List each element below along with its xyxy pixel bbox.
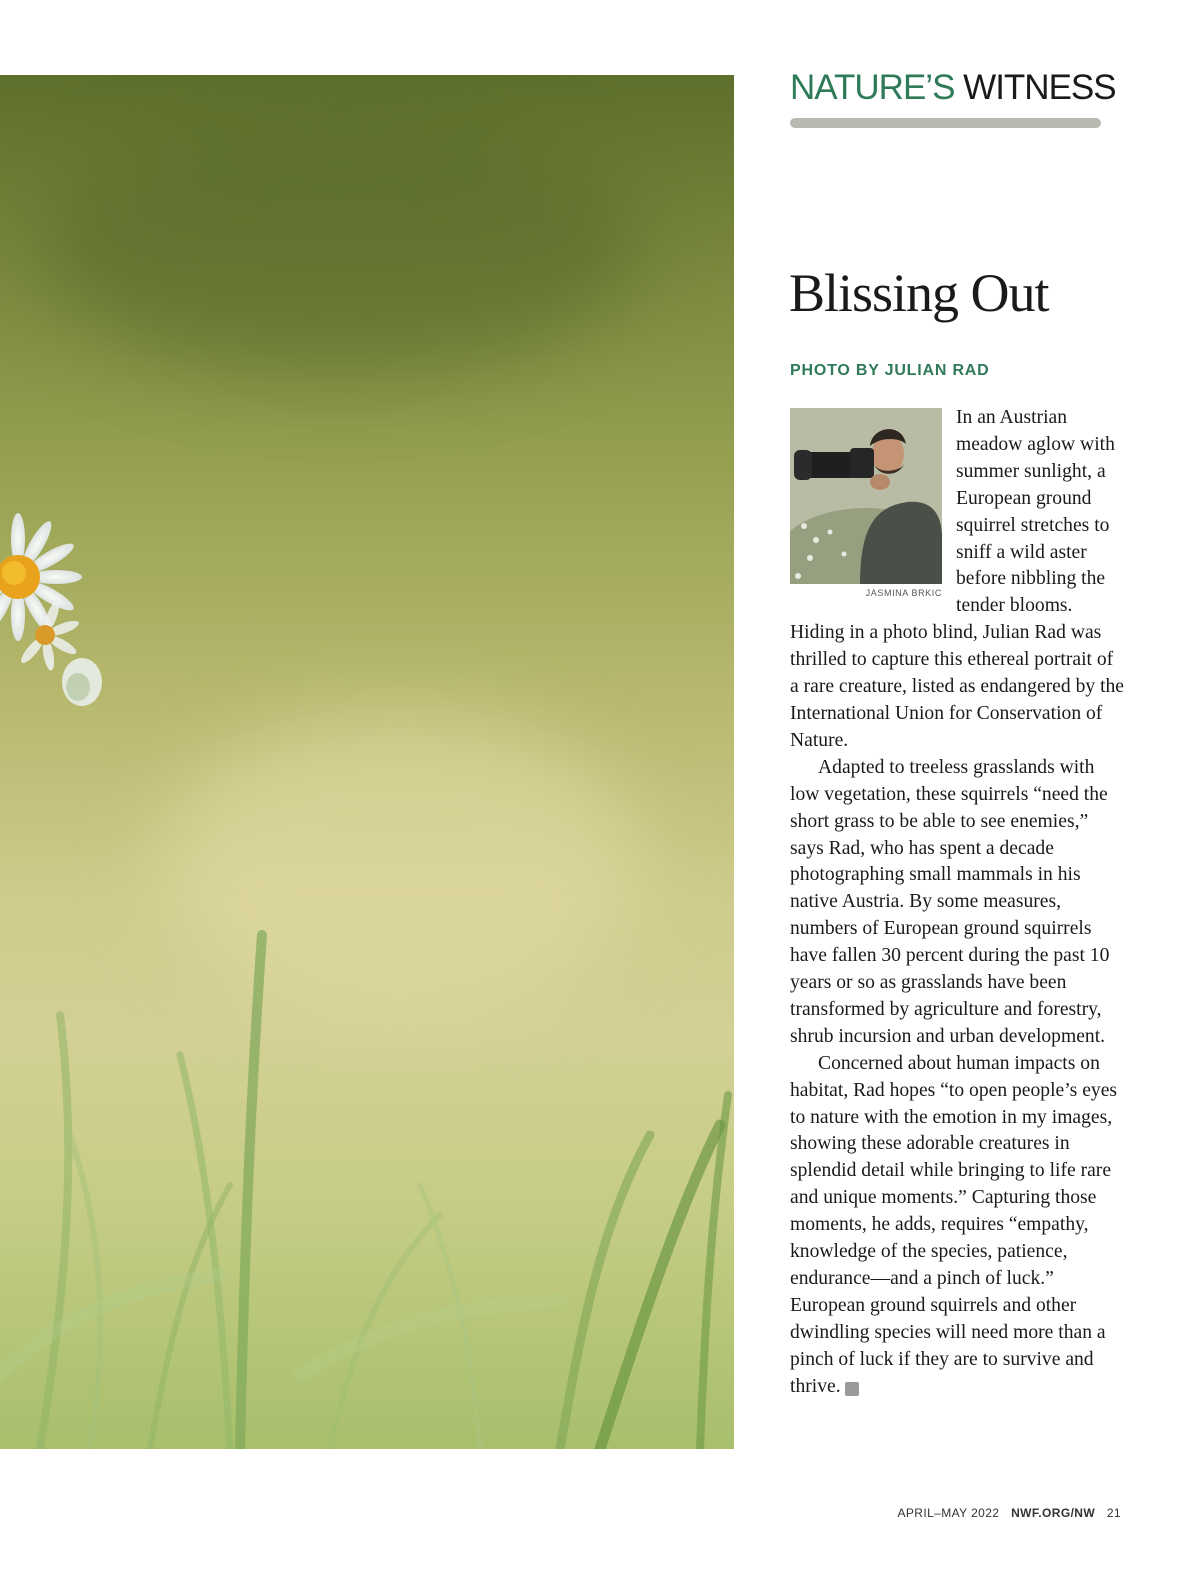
kicker-witness: WITNESS bbox=[963, 68, 1116, 107]
article-paragraph-2: Adapted to treeless grasslands with low vegetation, these squirrels “need the short grass to be able to see enemies,” says Rad, who has spent a decade photographing small mammals in his native Austria. By some measures, numbers of European ground squirrels have fallen 30 percent during the past 10 years or so as grasslands have been transformed by agriculture and forestry, shrub incursion and urban development. bbox=[790, 756, 1110, 1047]
end-mark-icon: W bbox=[845, 1382, 859, 1396]
section-kicker bbox=[790, 68, 1116, 108]
article-paragraph-1: In an Austrian meadow aglow with summer sunlight, a European ground squirrel stretches to sniff a wild aster before nibbling the tender blooms. Hiding in a photo blind, Julian Rad was thrilled to capture this ethereal portrait of a rare creature, listed as endangered by the International Union for Conservation of Nature. bbox=[790, 407, 1125, 751]
photographer-inset bbox=[790, 408, 942, 599]
footer-site-link[interactable]: NWF.ORG/NW bbox=[1011, 1506, 1096, 1520]
page-footer bbox=[897, 1506, 1121, 1520]
article-paragraph-3-text: Concerned about human impacts on habitat, Rad hopes “to open people’s eyes to nature with the emotion in my images, showing these adorable creatures in splendid detail while bringing to life rare and unique moments.” Capturing those moments, he adds, requires “empathy, knowledge of the species, patience, endurance—and a pinch of luck.” European ground squirrels and other dwindling species will need more than a pinch of luck if they are to survive and thrive. bbox=[790, 1052, 1118, 1397]
photo-credit: PHOTO BY JULIAN RAD bbox=[790, 362, 990, 379]
meadow-photo bbox=[0, 75, 734, 1449]
headline: Blissing Out bbox=[789, 263, 1049, 323]
article-body bbox=[790, 405, 1124, 1401]
photo-foreground-svg bbox=[0, 75, 734, 1449]
article-paragraph-3 bbox=[790, 1051, 1124, 1401]
aster-flower bbox=[0, 513, 102, 706]
kicker-rule bbox=[790, 118, 1101, 128]
kicker-natures: NATURE’S bbox=[790, 68, 955, 107]
photographer-portrait-svg bbox=[790, 408, 942, 584]
photographer-portrait bbox=[790, 408, 942, 584]
page-number: 21 bbox=[1106, 1506, 1121, 1520]
inset-caption: JASMINA BRKIC bbox=[865, 588, 942, 598]
grass-blades bbox=[0, 935, 728, 1449]
footer-issue: APRIL–MAY 2022 bbox=[897, 1506, 1000, 1520]
